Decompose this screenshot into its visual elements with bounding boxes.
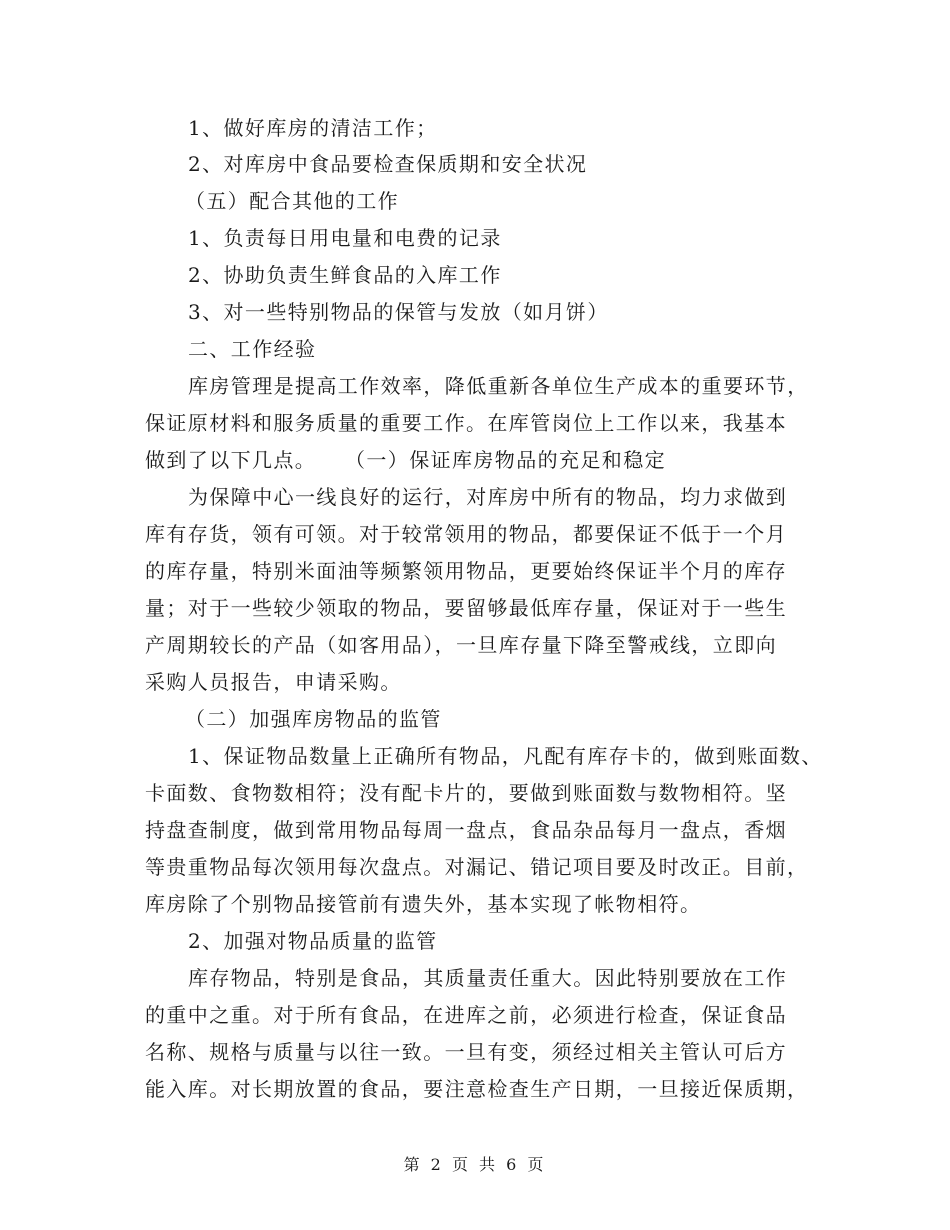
text-line: 能入库。对长期放置的食品，要注意检查生产日期，一旦接近保质期， xyxy=(145,1077,809,1101)
text-line: 2、对库房中食品要检查保质期和安全状况 xyxy=(188,152,588,176)
text-line: 的库存量，特别米面油等频繁领用物品，更要始终保证半个月的库存 xyxy=(145,559,787,583)
chapter-heading: 二、工作经验 xyxy=(188,337,317,361)
text-line: 产周期较长的产品（如客用品），一旦库存量下降至警戒线，立即向 xyxy=(145,633,777,657)
section-heading: （一）保证库房物品的充足和稳定 xyxy=(345,448,666,472)
text-line: 的重中之重。对于所有食品，在进库之前，必须进行检查，保证食品 xyxy=(145,1003,787,1027)
text-line: 为保障中心一线良好的运行，对库房中所有的物品，均力求做到 xyxy=(188,485,788,509)
text-line: 量；对于一些较少领取的物品，要留够最低库存量，保证对于一些生 xyxy=(145,596,787,620)
text-line: 做到了以下几点。 xyxy=(145,448,317,472)
text-line: 卡面数、食物数相符；没有配卡片的，要做到账面数与数物相符。坚 xyxy=(145,781,787,805)
text-line: 3、对一些特别物品的保管与发放（如月饼） xyxy=(188,300,609,324)
page-footer: 第 2 页 共 6 页 xyxy=(403,1155,547,1174)
text-line: 库房管理是提高工作效率，降低重新各单位生产成本的重要环节， xyxy=(188,374,809,398)
text-line: 持盘查制度，做到常用物品每周一盘点，食品杂品每月一盘点，香烟 xyxy=(145,818,787,842)
text-line: 1、做好库房的清洁工作； xyxy=(188,116,438,140)
text-line: 库房除了个别物品接管前有遗失外，基本实现了帐物相符。 xyxy=(145,892,702,916)
text-line: 等贵重物品每次领用每次盘点。对漏记、错记项目要及时改正。目前， xyxy=(145,855,809,879)
text-line: 保证原材料和服务质量的重要工作。在库管岗位上工作以来，我基本 xyxy=(145,411,787,435)
text-line: 库有存货，领有可领。对于较常领用的物品，都要保证不低于一个月 xyxy=(145,522,787,546)
text-line: 采购人员报告，申请采购。 xyxy=(145,670,402,694)
section-heading: （五）配合其他的工作 xyxy=(185,189,399,213)
text-line: 名称、规格与质量与以往一致。一旦有变，须经过相关主管认可后方 xyxy=(145,1040,787,1064)
text-line: 库存物品，特别是食品，其质量责任重大。因此特别要放在工作 xyxy=(188,966,788,990)
text-line: 1、保证物品数量上正确所有物品，凡配有库存卡的，做到账面数、 xyxy=(188,744,823,768)
subsection-heading: 2、加强对物品质量的监管 xyxy=(188,929,438,953)
text-line: 1、负责每日用电量和电费的记录 xyxy=(188,226,502,250)
text-line: 2、协助负责生鲜食品的入库工作 xyxy=(188,263,502,287)
section-heading: （二）加强库房物品的监管 xyxy=(185,707,442,731)
